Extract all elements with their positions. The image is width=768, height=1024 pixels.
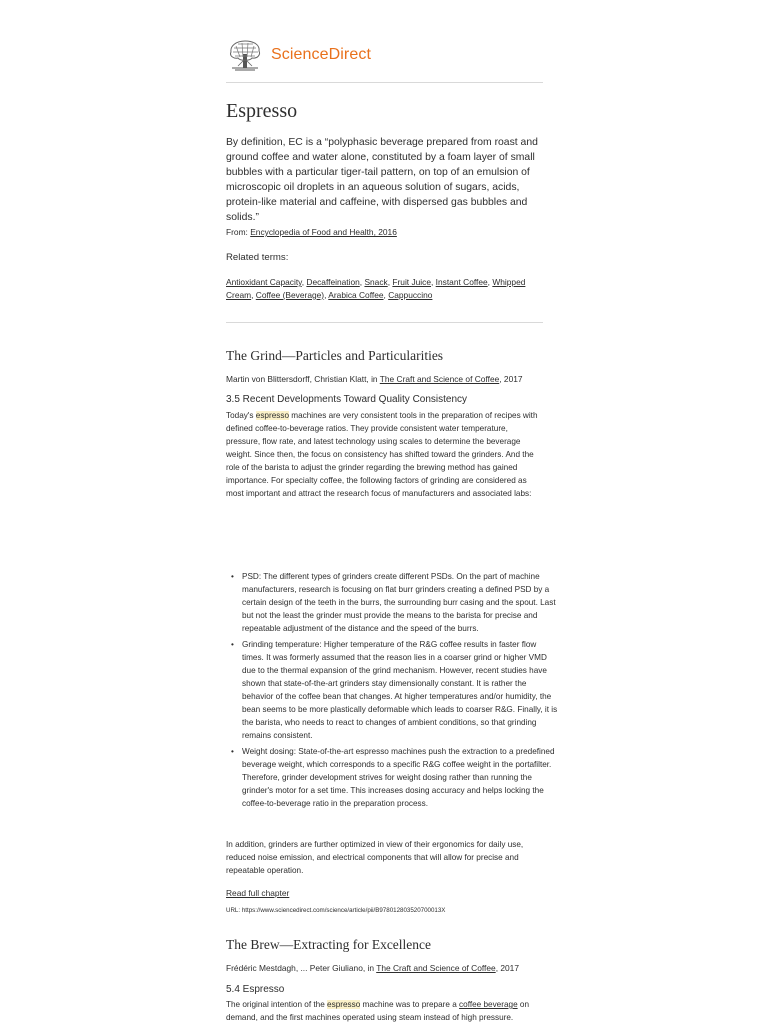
excerpt-text: machine was to prepare a (360, 1000, 460, 1009)
definition-source (226, 227, 543, 237)
elsevier-tree-icon (226, 38, 264, 72)
sciencedirect-logo[interactable] (226, 38, 371, 72)
grinding-factors-list (226, 570, 559, 813)
list-item: • PSD: The different types of grinders create different PSDs. On the part of machine manufacturers, research is focusing on flat burr grinders creating a defined PSD by a certain design of the teeth in the burrs, the surrounding burr casing and the spout. Last but not the least the grinder must provide the means to the barista for precise and repeatable adjustment of the distance and the speed of the burrs. (242, 570, 559, 635)
chapter-title: The Grind—Particles and Particularities (226, 348, 444, 363)
chapter-closing: In addition, grinders are further optimized in view of their ergonomics for daily use, reduced noise emission, and electrical components that will allow for precise and repeatable operation. (226, 840, 524, 875)
from-label: From: (226, 227, 251, 237)
book-year: , 2017 (495, 963, 519, 973)
list-item: • Weight dosing: State-of-the-art espresso machines push the extraction to a predefined beverage weight, which corresponds to a specific R&G coffee weight in the portafilter. Therefore, grinder development strives for weight dosing rather than running the grinder's motor for a set time. This increases dosing accuracy and helps locking the coffee-to-beverage ratio in the preparation process. (242, 745, 559, 810)
highlighted-term: espresso (327, 1000, 361, 1009)
related-term-link[interactable]: Snack (364, 277, 388, 287)
topic-definition: By definition, EC is a “polyphasic beverage prepared from roast and ground coffee and water alone, constituted by a foam layer of small bubbles with a particular tiger-tail pattern, on top of an emulsion of microscopic oil droplets in an aqueous solution of sugars, acids, protein-like material and caffeine, with dispersed gas bubbles and solids.” (226, 137, 538, 223)
related-term-link[interactable]: Fruit Juice (392, 277, 432, 287)
authors-text: Frédéric Mestdagh, ... Peter Giuliano, in (226, 963, 377, 973)
related-term-link[interactable]: Whipped Cream (226, 277, 526, 300)
related-term-link[interactable]: Arabica Coffee (328, 290, 384, 300)
related-terms-label: Related terms: (226, 252, 289, 263)
highlighted-term: espresso (255, 411, 290, 420)
inline-term-link[interactable]: coffee beverage (459, 1000, 518, 1009)
topic-title: Espresso (226, 100, 298, 122)
chapter-excerpt (226, 998, 543, 1024)
related-term-link[interactable]: Decaffeination (306, 277, 360, 287)
excerpt-text: machines are very consistent tools in the preparation of recipes with defined coffee-to-beverage ratios. They provide consistent water temperature, pressure, flow rate, and latest technology using scales to determine the beverage weight. Since then, the focus on consistency has shifted toward the grinders. And the role of the barista to adjust the grinder regarding the brewing method has gained importance. For specialty coffee, the following factors of grinding are considered as most important and attract the research focus of manufacturers and associated labs: (226, 411, 538, 498)
brand-name: ScienceDirect (271, 46, 372, 63)
chapter-url: URL: https://www.sciencedirect.com/science/article/pii/B978012803520700013X (226, 907, 446, 914)
excerpt-text: The original intention of the (226, 1000, 328, 1009)
list-item: • Grinding temperature: Higher temperature of the R&G coffee results in faster flow times. It was formerly assumed that the reason lies in a coarser grind or higher VMD due to the thermal expansion of the grind mechanism. However, recent studies have shown that state-of-the-art grinders stay dimensionally constant. It is rather the behavior of the coffee bean that changes. At higher temperatures and/or humidity, the bean seems to be more plastically deformable which leads to coarser R&G. Finally, it is the barista, who needs to react to changes of ambient conditions, so that grinding remains consistent. (242, 638, 559, 742)
section-heading: 3.5 Recent Developments Toward Quality Consistency (226, 394, 468, 405)
excerpt-text: on demand, and the first machines operated using steam instead of high pressure. (226, 1000, 530, 1022)
section-heading: 5.4 Espresso (226, 984, 285, 995)
read-full-chapter (226, 888, 543, 898)
related-term-link[interactable]: Cappuccino (388, 290, 433, 300)
book-link[interactable]: The Craft and Science of Coffee (376, 963, 496, 973)
excerpt-text: Today's (226, 411, 256, 420)
source-link[interactable]: Encyclopedia of Food and Health, 2016 (250, 227, 397, 237)
book-year: , 2017 (499, 374, 523, 384)
chapter-excerpt (226, 409, 543, 500)
related-term-link[interactable]: Coffee (Beverage) (255, 290, 325, 300)
related-term-link[interactable]: Antioxidant Capacity (226, 277, 302, 287)
related-terms-list: Antioxidant Capacity, Decaffeination, Snack, Fruit Juice, Instant Coffee, Whipped Cream, Coffee (Beverage), Arabica Coffee, Cappuccino (226, 277, 526, 300)
section-divider (226, 322, 543, 323)
header-divider (226, 82, 543, 83)
read-full-chapter-link[interactable]: Read full chapter (226, 888, 290, 898)
chapter-authors (226, 963, 543, 973)
chapter-title: The Brew—Extracting for Excellence (226, 937, 432, 952)
chapter-authors (226, 374, 543, 384)
book-link[interactable]: The Craft and Science of Coffee (379, 374, 500, 384)
related-term-link[interactable]: Instant Coffee (435, 277, 488, 287)
authors-text: Martin von Blittersdorff, Christian Klatt, in (226, 374, 380, 384)
